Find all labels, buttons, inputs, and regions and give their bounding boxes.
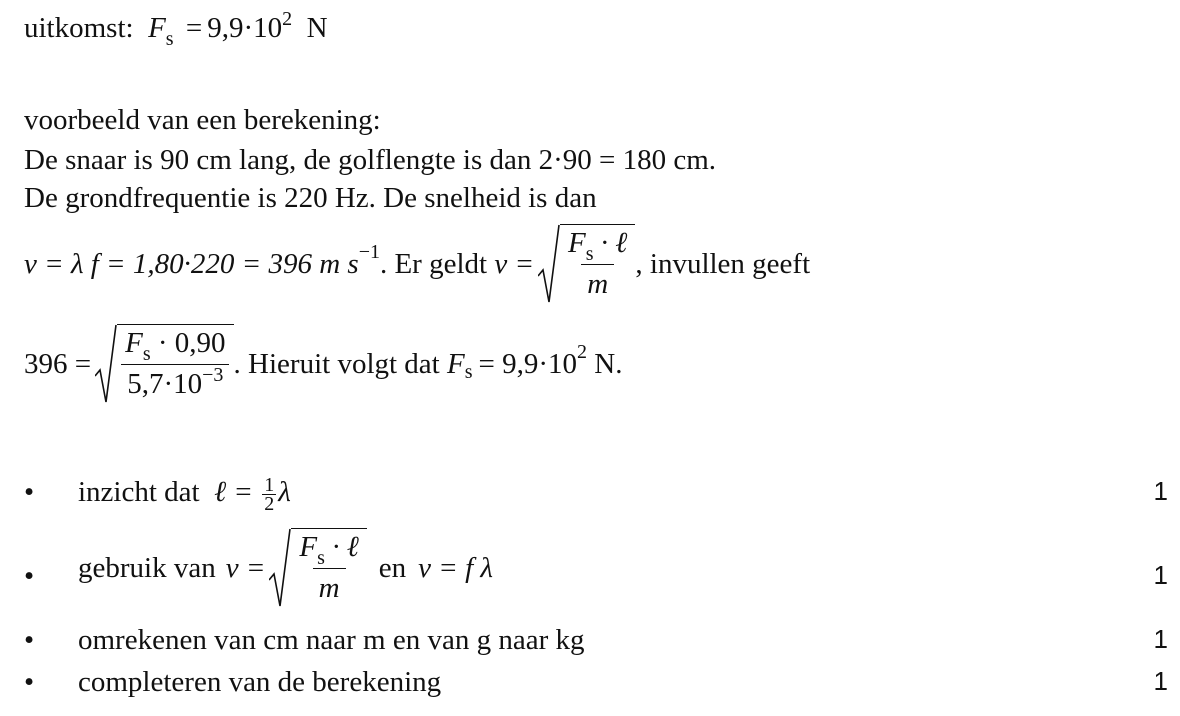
radical-sign <box>95 324 117 404</box>
score: 1 <box>1153 476 1168 506</box>
speed-exponent: −1 <box>358 240 380 263</box>
fraction-numerator-rest: · ℓ <box>593 227 628 259</box>
score: 1 <box>1153 560 1168 590</box>
fraction-numerator-symbol: F <box>299 531 318 563</box>
example-line-2: De grondfrequentie is 220 Hz. De snelheid is dan <box>24 182 597 214</box>
example-heading: voorbeeld van een berekening: <box>24 104 381 136</box>
v-equals: v = <box>494 247 535 280</box>
result-force-subscript: s <box>464 360 473 383</box>
fraction-denominator-base: 5,7·10 <box>127 368 203 400</box>
result-unit: N. <box>587 347 623 380</box>
line4-after-text: . Hieruit volgt dat <box>233 347 447 380</box>
fraction-denominator: m <box>581 264 614 301</box>
uitkomst-exponent: 2 <box>282 8 293 30</box>
criterion-text <box>78 476 291 513</box>
radical-sign <box>538 224 560 304</box>
force-subscript: s <box>165 28 174 50</box>
half-denominator: 2 <box>264 493 275 515</box>
criterion-text: completeren van de berekening <box>78 666 442 698</box>
criterion-row <box>0 624 1180 660</box>
fraction-numerator-symbol: F <box>568 227 586 259</box>
fraction <box>562 227 633 301</box>
sqrt-formula <box>269 528 366 608</box>
half-numerator: 1 <box>264 474 275 496</box>
fraction-numerator-subscript: s <box>317 547 325 569</box>
criterion-text: omrekenen van cm naar m en van g naar kg <box>78 624 585 656</box>
lambda-symbol: λ <box>278 476 291 509</box>
fraction-numerator-rest: · ℓ <box>324 531 359 563</box>
example-line-1: De snaar is 90 cm lang, de golflengte is dan 2·90 = 180 cm. <box>24 144 717 176</box>
fraction <box>119 327 231 404</box>
sqrt-formula-numeric <box>95 324 233 404</box>
bullet: • <box>24 624 35 656</box>
v-equals: v = <box>225 551 266 584</box>
bullet: • <box>24 560 35 592</box>
fraction-denominator: m <box>313 568 346 605</box>
fraction-numerator-symbol: F <box>125 327 143 359</box>
fraction-numerator-subscript: s <box>142 343 151 365</box>
fraction-denominator-exponent: −3 <box>202 364 224 386</box>
half-fraction <box>262 476 276 513</box>
fraction-numerator-subscript: s <box>585 243 594 265</box>
uitkomst-unit: N <box>306 12 328 44</box>
criterion-row <box>0 528 1180 618</box>
bullet: • <box>24 476 35 508</box>
line3-after-text: , invullen geeft <box>635 247 811 280</box>
force-symbol: F <box>148 12 166 44</box>
criterion-connector: en <box>378 551 407 584</box>
bullet: • <box>24 666 35 698</box>
criterion-row <box>0 666 1180 702</box>
uitkomst-label: uitkomst: <box>24 12 134 44</box>
equals-sign: = <box>185 12 203 44</box>
criterion-formula: ℓ = <box>214 476 253 509</box>
score: 1 <box>1153 666 1168 696</box>
fraction-numerator-rest: · 0,90 <box>150 327 226 359</box>
line4-lhs: 396 = <box>24 347 92 380</box>
result-force-symbol: F <box>446 347 465 380</box>
criterion-label: gebruik van <box>78 551 216 584</box>
result-value: = 9,9·10 <box>478 347 578 380</box>
speed-expression: v = λ f = 1,80·220 = 396 m s <box>24 247 359 280</box>
sqrt-formula <box>538 224 635 304</box>
example-line-3 <box>24 224 810 304</box>
result-exponent: 2 <box>577 340 588 363</box>
example-line-4 <box>24 324 622 404</box>
criterion-label: inzicht dat <box>78 476 200 509</box>
criterion-formula: v = f λ <box>418 551 493 584</box>
fraction <box>293 531 364 605</box>
line3-mid-text: . Er geldt <box>379 247 495 280</box>
criterion-text <box>78 528 493 608</box>
uitkomst-line <box>24 10 328 49</box>
uitkomst-value: 9,9·10 <box>207 12 283 44</box>
radical-sign <box>269 528 291 608</box>
score: 1 <box>1153 624 1168 654</box>
criterion-row <box>0 474 1180 515</box>
